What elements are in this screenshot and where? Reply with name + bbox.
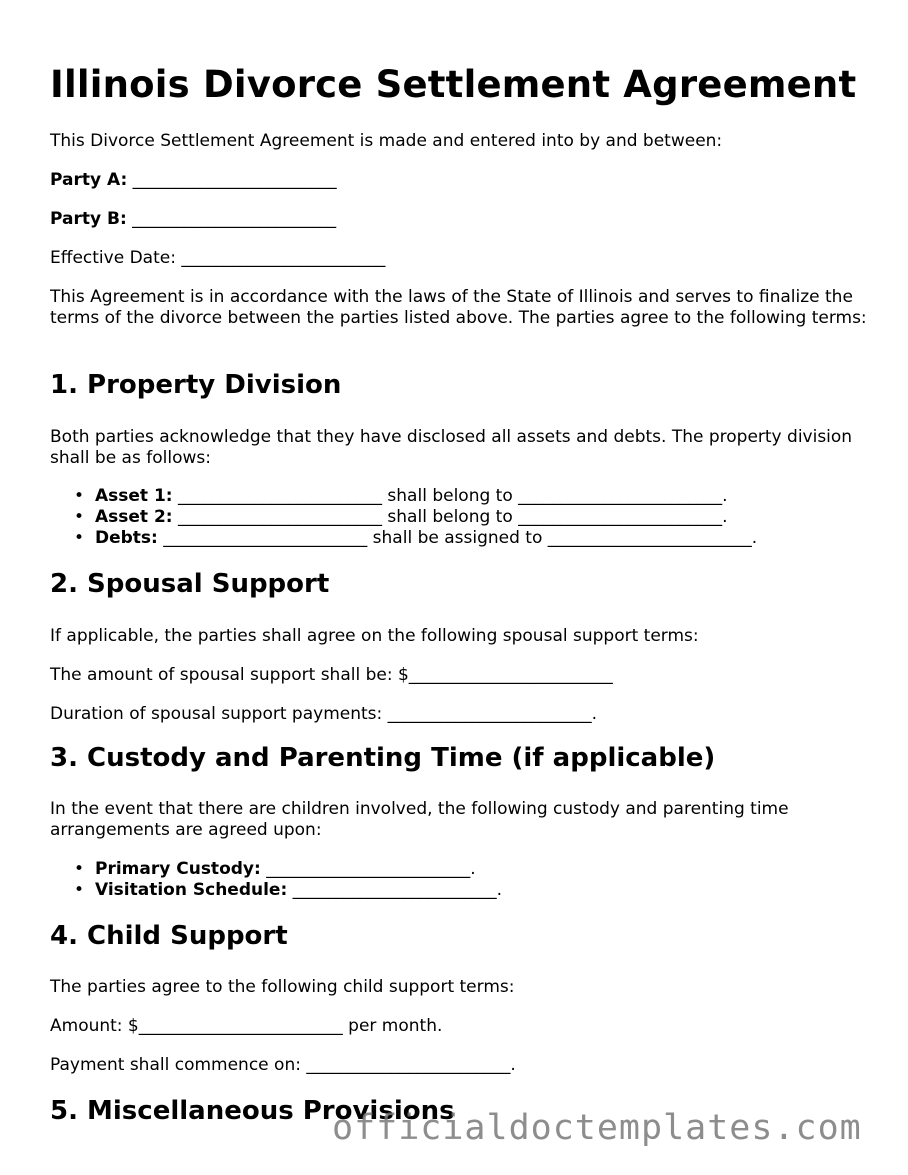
custody-list xyxy=(50,859,875,901)
list-item-label: Visitation Schedule: xyxy=(95,880,288,900)
list-item-label: Asset 1: xyxy=(95,486,173,506)
party-b-label: Party B: xyxy=(50,209,127,229)
list-item xyxy=(74,486,875,507)
party-a-line xyxy=(50,170,870,191)
party-b-line xyxy=(50,209,870,230)
party-a-blank: ________________________ xyxy=(132,170,337,190)
bullet-glyph: • xyxy=(74,880,85,900)
site-watermark: officialdoctemplates.com xyxy=(332,1108,862,1148)
bullet-glyph: • xyxy=(74,486,85,506)
custody-paragraph: In the event that there are children involved, the following custody and parenting time arrangements are agreed upon: xyxy=(50,799,789,840)
list-item xyxy=(74,528,875,549)
list-item-text: ________________________. xyxy=(260,859,476,879)
spousal-support-duration-line: Duration of spousal support payments: ________________________. xyxy=(50,704,598,724)
spousal-support-paragraph: If applicable, the parties shall agree on the following spousal support terms: xyxy=(50,626,699,646)
list-item-label: Debts: xyxy=(95,528,158,548)
list-item xyxy=(74,507,875,528)
list-item-label: Primary Custody: xyxy=(95,859,261,879)
list-item xyxy=(74,859,875,880)
party-a-label: Party A: xyxy=(50,170,128,190)
bullet-glyph: • xyxy=(74,507,85,527)
list-item-label: Asset 2: xyxy=(95,507,173,527)
accordance-paragraph: This Agreement is in accordance with the laws of the State of Illinois and serves to finalize the terms of the divorce between the parties listed above. The parties agree to the following terms: xyxy=(50,287,867,328)
property-division-paragraph: Both parties acknowledge that they have disclosed all assets and debts. The property division shall be as follows: xyxy=(50,427,853,468)
list-item-text: ________________________ shall be assigned to ________________________. xyxy=(157,528,758,548)
section-heading-child-support: 4. Child Support xyxy=(50,921,288,951)
child-support-amount-line: Amount: $________________________ per month. xyxy=(50,1016,443,1036)
intro-paragraph: This Divorce Settlement Agreement is made and entered into by and between: xyxy=(50,131,723,151)
property-division-list xyxy=(50,486,875,549)
list-item-text: ________________________ shall belong to ________________________. xyxy=(172,486,728,506)
section-heading-property-division: 1. Property Division xyxy=(50,370,342,400)
document-title: Illinois Divorce Settlement Agreement xyxy=(50,63,857,106)
child-support-commence-line: Payment shall commence on: ________________________. xyxy=(50,1055,516,1075)
list-item xyxy=(74,880,875,901)
list-item-text: ________________________. xyxy=(287,880,503,900)
list-item-text: ________________________ shall belong to ________________________. xyxy=(172,507,728,527)
bullet-glyph: • xyxy=(74,528,85,548)
section-heading-spousal-support: 2. Spousal Support xyxy=(50,569,330,599)
section-heading-miscellaneous: 5. Miscellaneous Provisions xyxy=(50,1096,455,1126)
child-support-paragraph: The parties agree to the following child support terms: xyxy=(50,977,515,997)
spousal-support-amount-line: The amount of spousal support shall be: $________________________ xyxy=(50,665,613,685)
effective-date-line: Effective Date: ________________________ xyxy=(50,248,386,268)
bullet-glyph: • xyxy=(74,859,85,879)
section-heading-custody: 3. Custody and Parenting Time (if applicable) xyxy=(50,743,716,773)
party-b-blank: ________________________ xyxy=(132,209,337,229)
